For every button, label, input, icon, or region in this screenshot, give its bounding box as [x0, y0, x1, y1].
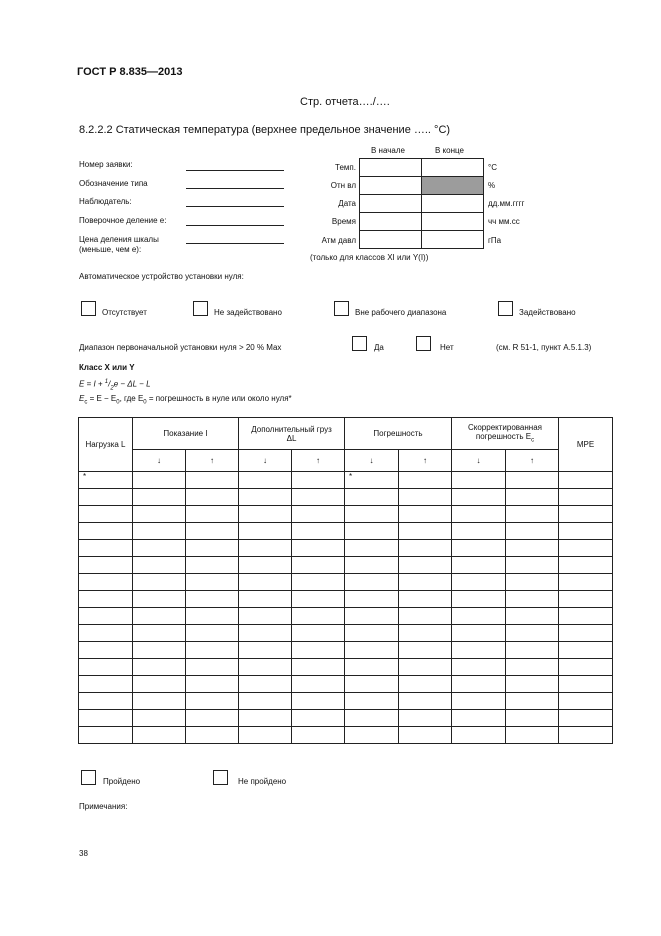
section-title: 8.2.2.2 Статическая температура (верхнее предельное значение ….. °С) [79, 124, 451, 136]
env-cell-shaded [422, 177, 484, 195]
table-cell[interactable] [345, 727, 399, 744]
table-cell[interactable] [239, 472, 292, 489]
table-cell[interactable] [133, 608, 186, 625]
table-row [79, 574, 613, 591]
table-cell[interactable] [399, 523, 452, 540]
table-cell[interactable] [452, 591, 506, 608]
env-cell[interactable] [360, 159, 422, 177]
table-cell[interactable] [79, 489, 133, 506]
table-cell[interactable] [399, 625, 452, 642]
result-failed: Не пройдено [238, 777, 287, 786]
result-passed: Пройдено [103, 777, 141, 786]
class-label: Класс X или Y [79, 363, 135, 372]
table-cell[interactable] [186, 659, 239, 676]
table-cell[interactable] [133, 574, 186, 591]
table-cell[interactable] [186, 472, 239, 489]
table-cell[interactable] [186, 506, 239, 523]
table-cell[interactable] [186, 727, 239, 744]
table-cell[interactable] [506, 676, 559, 693]
checkbox-not-engaged[interactable] [193, 301, 208, 316]
table-cell[interactable] [239, 676, 292, 693]
arrow-down-icon: ↓ [239, 450, 292, 472]
table-row [79, 608, 613, 625]
table-cell[interactable] [79, 659, 133, 676]
table-cell[interactable] [239, 523, 292, 540]
table-cell[interactable] [452, 608, 506, 625]
table-row [79, 489, 613, 506]
table-cell[interactable] [133, 472, 186, 489]
table-row [79, 676, 613, 693]
table-cell[interactable] [452, 625, 506, 642]
table-cell[interactable] [506, 489, 559, 506]
table-cell[interactable] [452, 710, 506, 727]
arrow-up-icon: ↑ [399, 450, 452, 472]
table-cell[interactable] [399, 489, 452, 506]
arrow-down-icon: ↓ [452, 450, 506, 472]
env-label-pressure: Атм давл [321, 236, 356, 245]
table-cell[interactable] [292, 625, 345, 642]
col-extra-load: Дополнительный груз ΔL [239, 418, 345, 450]
table-cell[interactable] [452, 523, 506, 540]
table-cell[interactable] [239, 693, 292, 710]
table-cell[interactable] [239, 574, 292, 591]
table-cell[interactable] [79, 591, 133, 608]
table-cell[interactable] [79, 574, 133, 591]
table-cell[interactable] [186, 625, 239, 642]
table-cell[interactable] [559, 506, 613, 523]
option-yes: Да [374, 343, 384, 352]
env-col-start: В начале [371, 146, 405, 155]
table-cell[interactable] [506, 591, 559, 608]
table-cell[interactable] [399, 591, 452, 608]
table-cell[interactable] [452, 557, 506, 574]
zero-range-reference: (см. R 51-1, пункт A.5.1.3) [496, 343, 592, 352]
table-cell[interactable] [239, 727, 292, 744]
table-cell[interactable] [559, 591, 613, 608]
table-cell[interactable] [186, 710, 239, 727]
table-cell[interactable] [559, 676, 613, 693]
table-cell[interactable] [452, 693, 506, 710]
page-number: 38 [79, 849, 88, 858]
table-cell[interactable] [133, 710, 186, 727]
arrow-up-icon: ↑ [186, 450, 239, 472]
table-cell[interactable] [345, 591, 399, 608]
table-cell[interactable] [186, 574, 239, 591]
env-note: (только для классов XI или Y(I)) [310, 253, 429, 262]
table-cell[interactable] [506, 710, 559, 727]
table-cell[interactable] [133, 727, 186, 744]
table-cell[interactable] [452, 540, 506, 557]
col-mpe: MPE [559, 418, 613, 472]
table-cell[interactable] [79, 642, 133, 659]
table-cell[interactable] [452, 489, 506, 506]
table-cell[interactable] [345, 693, 399, 710]
table-cell[interactable] [133, 506, 186, 523]
report-page-number: Стр. отчета…./…. [300, 96, 390, 108]
table-cell[interactable] [399, 727, 452, 744]
table-cell[interactable] [559, 523, 613, 540]
results-table [78, 417, 613, 744]
col-error: Погрешность [345, 418, 452, 450]
table-cell[interactable] [133, 693, 186, 710]
table-cell[interactable] [292, 591, 345, 608]
table-cell[interactable] [506, 472, 559, 489]
option-engaged: Задействовано [519, 308, 576, 317]
table-cell[interactable] [239, 710, 292, 727]
table-row [79, 693, 613, 710]
table-cell[interactable] [133, 591, 186, 608]
table-cell[interactable] [239, 608, 292, 625]
env-cell[interactable] [422, 231, 484, 249]
table-cell[interactable] [292, 608, 345, 625]
table-cell[interactable] [345, 659, 399, 676]
env-col-end: В конце [435, 146, 464, 155]
zero-range-label: Диапазон первоначальной установки нуля > 20 % Max [79, 343, 282, 352]
table-cell[interactable] [559, 693, 613, 710]
table-row [79, 523, 613, 540]
table-row [79, 540, 613, 557]
table-cell[interactable] [133, 489, 186, 506]
table-cell[interactable] [345, 574, 399, 591]
checkbox-passed[interactable] [81, 770, 96, 785]
table-cell[interactable] [292, 574, 345, 591]
table-cell[interactable] [559, 608, 613, 625]
option-not-engaged: Не задействовано [214, 308, 282, 317]
table-cell[interactable] [79, 557, 133, 574]
table-cell[interactable] [292, 523, 345, 540]
table-cell[interactable] [506, 659, 559, 676]
table-cell[interactable] [559, 540, 613, 557]
table-cell[interactable] [452, 506, 506, 523]
table-cell[interactable] [399, 710, 452, 727]
table-cell[interactable] [79, 693, 133, 710]
field-label-application: Номер заявки: [79, 160, 133, 169]
table-cell[interactable] [133, 642, 186, 659]
field-line-verification-div[interactable] [186, 225, 284, 226]
table-cell[interactable] [292, 489, 345, 506]
env-cell[interactable] [360, 213, 422, 231]
table-cell[interactable] [506, 693, 559, 710]
table-cell[interactable] [452, 676, 506, 693]
col-reading: Показание I [133, 418, 239, 450]
field-label-verification-div: Поверочное деление e: [79, 216, 167, 225]
table-cell[interactable] [133, 557, 186, 574]
table-cell[interactable] [186, 489, 239, 506]
field-line-observer[interactable] [186, 206, 284, 207]
table-cell[interactable] [506, 727, 559, 744]
checkbox-no[interactable] [416, 336, 431, 351]
env-label-temp: Темп. [335, 163, 356, 172]
table-cell[interactable] [345, 608, 399, 625]
auto-zero-label: Автоматическое устройство установки нуля: [79, 272, 244, 281]
table-cell[interactable] [506, 608, 559, 625]
arrow-down-icon: ↓ [133, 450, 186, 472]
table-cell[interactable] [399, 472, 452, 489]
table-cell[interactable] [239, 506, 292, 523]
table-cell[interactable] [452, 642, 506, 659]
table-cell[interactable] [399, 676, 452, 693]
checkbox-absent[interactable] [81, 301, 96, 316]
checkbox-yes[interactable] [352, 336, 367, 351]
table-cell[interactable] [292, 693, 345, 710]
page-header: ГОСТ Р 8.835—2013 [77, 66, 183, 78]
table-cell[interactable] [79, 727, 133, 744]
table-cell[interactable] [345, 676, 399, 693]
table-cell[interactable] [345, 557, 399, 574]
col-corrected-error: Скорректированная погрешность $E_c$ [452, 418, 559, 450]
env-cell[interactable] [422, 195, 484, 213]
table-cell[interactable] [239, 557, 292, 574]
table-cell[interactable] [239, 591, 292, 608]
table-cell[interactable] [292, 540, 345, 557]
table-cell[interactable] [506, 557, 559, 574]
table-cell[interactable] [345, 710, 399, 727]
table-cell[interactable] [292, 506, 345, 523]
table-row [79, 625, 613, 642]
table-cell[interactable] [452, 659, 506, 676]
table-cell[interactable] [506, 540, 559, 557]
environment-table [359, 158, 484, 249]
table-cell[interactable] [559, 625, 613, 642]
table-row [79, 727, 613, 744]
env-cell[interactable] [422, 213, 484, 231]
table-cell[interactable] [239, 642, 292, 659]
formula-error: $E = I + ^1/_2e - \Delta L - L$ [79, 379, 151, 392]
table-cell[interactable] [399, 506, 452, 523]
table-cell[interactable] [345, 540, 399, 557]
env-cell[interactable] [360, 177, 422, 195]
table-cell[interactable] [399, 574, 452, 591]
table-cell[interactable] [506, 642, 559, 659]
table-cell[interactable] [239, 540, 292, 557]
notes-label: Примечания: [79, 802, 128, 811]
env-unit-temp: °С [488, 163, 497, 172]
table-cell[interactable] [133, 676, 186, 693]
table-cell[interactable] [345, 523, 399, 540]
table-cell[interactable] [186, 608, 239, 625]
table-row [79, 506, 613, 523]
table-cell[interactable] [79, 676, 133, 693]
table-cell[interactable] [79, 506, 133, 523]
table-cell[interactable] [399, 540, 452, 557]
table-row [79, 472, 613, 489]
table-cell[interactable] [292, 710, 345, 727]
table-cell[interactable] [133, 540, 186, 557]
field-label-scale-interval: Цена деления шкалы [79, 235, 159, 244]
field-label-observer: Наблюдатель: [79, 197, 132, 206]
table-cell[interactable] [399, 557, 452, 574]
table-cell[interactable]: * [79, 472, 133, 489]
table-cell[interactable] [399, 693, 452, 710]
table-cell[interactable] [559, 710, 613, 727]
table-cell[interactable] [186, 693, 239, 710]
checkbox-out-of-range[interactable] [334, 301, 349, 316]
formula-corrected: $E_c = E - E_0$, где $E_0$ = погрешность в нуле или около нуля* [79, 394, 292, 406]
arrow-up-icon: ↑ [292, 450, 345, 472]
env-label-humidity: Отн вл [330, 181, 356, 190]
table-cell[interactable] [186, 591, 239, 608]
table-cell[interactable] [559, 472, 613, 489]
table-cell[interactable] [292, 642, 345, 659]
table-cell[interactable] [79, 710, 133, 727]
table-cell[interactable] [186, 557, 239, 574]
table-cell[interactable] [506, 574, 559, 591]
table-cell[interactable] [79, 523, 133, 540]
arrow-down-icon: ↓ [345, 450, 399, 472]
table-cell[interactable] [79, 608, 133, 625]
checkbox-failed[interactable] [213, 770, 228, 785]
table-cell[interactable] [559, 727, 613, 744]
table-cell[interactable] [345, 625, 399, 642]
table-cell[interactable] [292, 472, 345, 489]
table-cell[interactable] [186, 642, 239, 659]
table-cell[interactable] [559, 557, 613, 574]
env-unit-pressure: гПа [488, 236, 502, 245]
table-cell[interactable] [239, 625, 292, 642]
table-cell[interactable] [506, 625, 559, 642]
table-cell[interactable]: * [345, 472, 399, 489]
env-unit-humidity: % [488, 181, 496, 190]
table-cell[interactable] [239, 659, 292, 676]
table-cell[interactable] [506, 523, 559, 540]
table-cell[interactable] [452, 472, 506, 489]
table-row [79, 710, 613, 727]
field-label-scale-interval-note: (меньше, чем e): [79, 245, 142, 254]
table-row [79, 591, 613, 608]
table-cell[interactable] [133, 659, 186, 676]
table-cell[interactable] [559, 642, 613, 659]
table-cell[interactable] [79, 540, 133, 557]
table-cell[interactable] [186, 540, 239, 557]
table-cell[interactable] [399, 608, 452, 625]
table-cell[interactable] [452, 574, 506, 591]
table-cell[interactable] [559, 574, 613, 591]
env-label-time: Время [331, 217, 356, 226]
field-label-type: Обозначение типа [79, 179, 148, 188]
table-cell[interactable] [292, 557, 345, 574]
table-cell[interactable] [292, 659, 345, 676]
option-out-of-range: Вне рабочего диапазона [355, 308, 447, 317]
table-cell[interactable] [79, 625, 133, 642]
table-cell[interactable] [399, 642, 452, 659]
env-unit-time: чч мм.сс [488, 217, 520, 226]
env-cell[interactable] [422, 159, 484, 177]
table-row [79, 659, 613, 676]
table-row [79, 642, 613, 659]
env-label-date: Дата [338, 199, 356, 208]
table-cell[interactable] [186, 676, 239, 693]
field-line-application[interactable] [186, 170, 284, 171]
env-unit-date: дд.мм.гггг [488, 199, 525, 208]
table-cell[interactable] [506, 506, 559, 523]
table-cell[interactable] [345, 642, 399, 659]
table-cell[interactable] [559, 489, 613, 506]
env-cell[interactable] [360, 195, 422, 213]
field-line-type[interactable] [186, 188, 284, 189]
table-cell[interactable] [133, 625, 186, 642]
table-cell[interactable] [133, 523, 186, 540]
table-cell[interactable] [345, 506, 399, 523]
env-cell[interactable] [360, 231, 422, 249]
table-cell[interactable] [559, 659, 613, 676]
checkbox-engaged[interactable] [498, 301, 513, 316]
col-load: Нагрузка L [79, 418, 133, 472]
table-cell[interactable] [239, 489, 292, 506]
table-cell[interactable] [186, 523, 239, 540]
option-absent: Отсутствует [102, 308, 147, 317]
table-cell[interactable] [399, 659, 452, 676]
field-line-scale-interval[interactable] [186, 243, 284, 244]
table-cell[interactable] [345, 489, 399, 506]
table-cell[interactable] [452, 727, 506, 744]
arrow-up-icon: ↑ [506, 450, 559, 472]
table-row [79, 557, 613, 574]
table-cell[interactable] [292, 676, 345, 693]
table-cell[interactable] [292, 727, 345, 744]
option-no: Нет [440, 343, 454, 352]
